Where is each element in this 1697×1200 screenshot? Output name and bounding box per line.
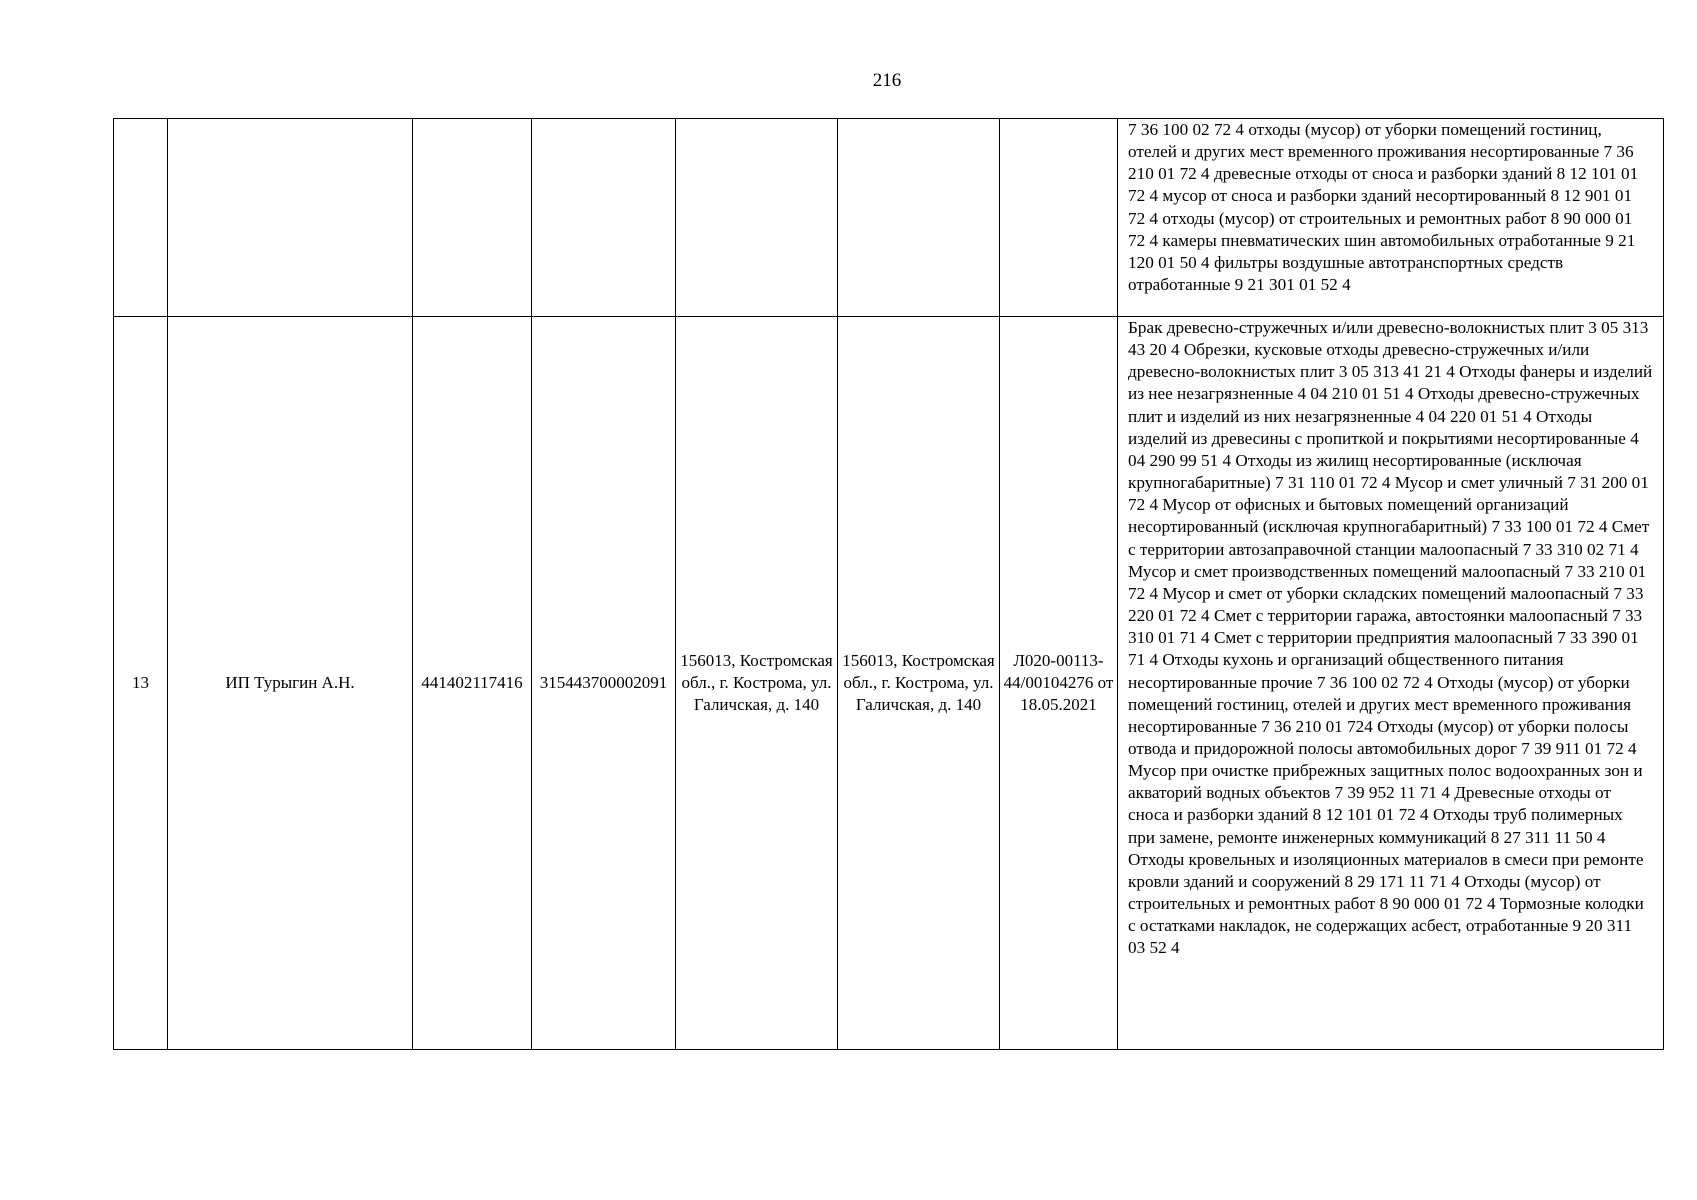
cell-waste-types: 7 36 100 02 72 4 отходы (мусор) от уборки помещений гостиниц, отелей и других мест временного проживания несортированные 7 36 210 01 72 4 древесные отходы от сноса и разборки зданий 8 12 101 01 72 4 мусор от сноса и разборки зданий несортированный 8 12 901 01 72 4 отходы (мусор) от строительных и ремонтных работ 8 90 000 01 72 4 камеры пневматических шин автомобильных отработанные 9 21 120 01 50 4 фильтры воздушные автотранспортных средств отработанные 9 21 301 01 52 4 xyxy=(1118,119,1664,317)
cell-actual-address xyxy=(838,119,1000,317)
cell-license xyxy=(1000,119,1118,317)
cell-license: Л020-00113-44/00104276 от 18.05.2021 xyxy=(1000,317,1118,1050)
cell-legal-address: 156013, Костромская обл., г. Кострома, ул. Галичская, д. 140 xyxy=(676,317,838,1050)
cell-ogrn xyxy=(532,119,676,317)
cell-legal-address xyxy=(676,119,838,317)
cell-index: 13 xyxy=(114,317,168,1050)
table-row xyxy=(114,317,1664,1050)
table-row xyxy=(114,119,1664,317)
waste-register-table xyxy=(113,118,1664,1050)
cell-name: ИП Турыгин А.Н. xyxy=(168,317,413,1050)
cell-index xyxy=(114,119,168,317)
cell-name xyxy=(168,119,413,317)
cell-inn: 441402117416 xyxy=(413,317,532,1050)
cell-actual-address: 156013, Костромская обл., г. Кострома, ул. Галичская, д. 140 xyxy=(838,317,1000,1050)
cell-waste-types: Брак древесно-стружечных и/или древесно-волокнистых плит 3 05 313 43 20 4 Обрезки, кусковые отходы древесно-стружечных и/или древесно-волокнистых плит 3 05 313 41 21 4 Отходы фанеры и изделий из нее незагрязненные 4 04 210 01 51 4 Отходы древесно-стружечных плит и изделий из них незагрязненные 4 04 220 01 51 4 Отходы изделий из древесины с пропиткой и покрытиями несортированные 4 04 290 99 51 4 Отходы из жилищ несортированные (исключая крупногабаритные) 7 31 110 01 72 4 Мусор и смет уличный 7 31 200 01 72 4 Мусор от офисных и бытовых помещений организаций несортированный (исключая крупногабаритный) 7 33 100 01 72 4 Смет с территории автозаправочной станции малоопасный 7 33 310 02 71 4 Мусор и смет производственных помещений малоопасный 7 33 210 01 72 4 Мусор и смет от уборки складских помещений малоопасный 7 33 220 01 72 4 Смет с территории гаража, автостоянки малоопасный 7 33 310 01 71 4 Смет с территории предприятия малоопасный 7 33 390 01 71 4 Отходы кухонь и организаций общественного питания несортированные прочие 7 36 100 02 72 4 Отходы (мусор) от уборки помещений гостиниц, отелей и других мест временного проживания несортированные 7 36 210 01 724 Отходы (мусор) от уборки полосы отвода и придорожной полосы автомобильных дорог 7 39 911 01 72 4 Мусор при очистке прибрежных защитных полос водоохранных зон и акваторий водных объектов 7 39 952 11 71 4 Древесные отходы от сноса и разборки зданий 8 12 101 01 72 4 Отходы труб полимерных при замене, ремонте инженерных коммуникаций 8 27 311 11 50 4 Отходы кровельных и изоляционных материалов в смеси при ремонте кровли зданий и сооружений 8 29 171 11 71 4 Отходы (мусор) от строительных и ремонтных работ 8 90 000 01 72 4 Тормозные колодки с остатками накладок, не содержащих асбест, отработанные 9 20 311 03 52 4 xyxy=(1118,317,1664,1050)
cell-ogrn: 315443700002091 xyxy=(532,317,676,1050)
cell-inn xyxy=(413,119,532,317)
page-number: 216 xyxy=(872,70,902,91)
